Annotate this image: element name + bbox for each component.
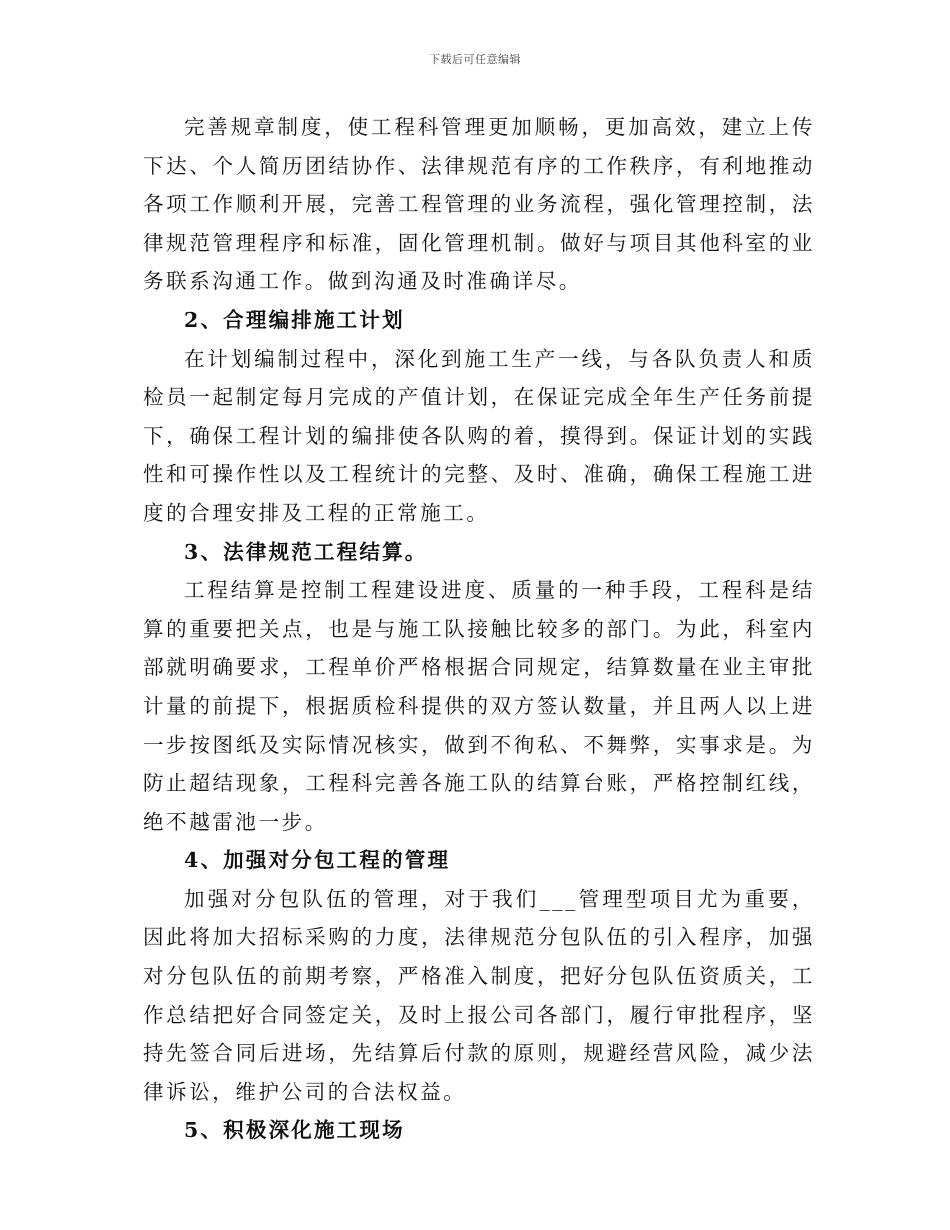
section-heading: 2、合理编排施工计划	[184, 307, 405, 332]
section-heading: 5、积极深化施工现场	[184, 1118, 405, 1143]
paragraph: 完善规章制度，使工程科管理更加顺畅，更加高效，建立上传下达、个人简历团结协作、法律规范有序的工作秩序，有利地推动各项工作顺利开展，完善工程管理的业务流程，强化管理控制，法律规范管理程序和标准，固化管理机制。做好与项目其他科室的业务联系沟通工作。做到沟通及时准确详尽。	[143, 115, 815, 294]
paragraph: 工程结算是控制工程建设进度、质量的一种手段，工程科是结算的重要把关点，也是与施工队接触比较多的部门。为此，科室内部就明确要求，工程单价严格根据合同规定，结算数量在业主审批计量的前提下，根据质检科提供的双方签认数量，并且两人以上进一步按图纸及实际情况核实，做到不徇私、不舞弊，实事求是。为防止超结现象，工程科完善各施工队的结算台账，严格控制红线，绝不越雷池一步。	[143, 578, 815, 834]
page-header: 下载后可任意编辑	[429, 53, 521, 66]
paragraph: 加强对分包队伍的管理，对于我们___管理型项目尤为重要，因此将加大招标采购的力度，法律规范分包队伍的引入程序，加强对分包队伍的前期考察，严格准入制度，把好分包队伍资质关，工作总结把好合同签定关，及时上报公司各部门，履行审批程序，坚持先签合同后进场，先结算后付款的原则，规避经营风险，减少法律诉讼，维护公司的合法权益。	[143, 886, 815, 1104]
document-body	[143, 108, 815, 1150]
section-heading: 3、法律规范工程结算。	[184, 539, 428, 564]
paragraph: 在计划编制过程中，深化到施工生产一线，与各队负责人和质检员一起制定每月完成的产值计划，在保证完成全年生产任务前提下，确保工程计划的编排使各队购的着，摸得到。保证计划的实践性和可操作性以及工程统计的完整、及时、准确，确保工程施工进度的合理安排及工程的正常施工。	[143, 346, 815, 525]
section-heading: 4、加强对分包工程的管理	[184, 848, 451, 873]
